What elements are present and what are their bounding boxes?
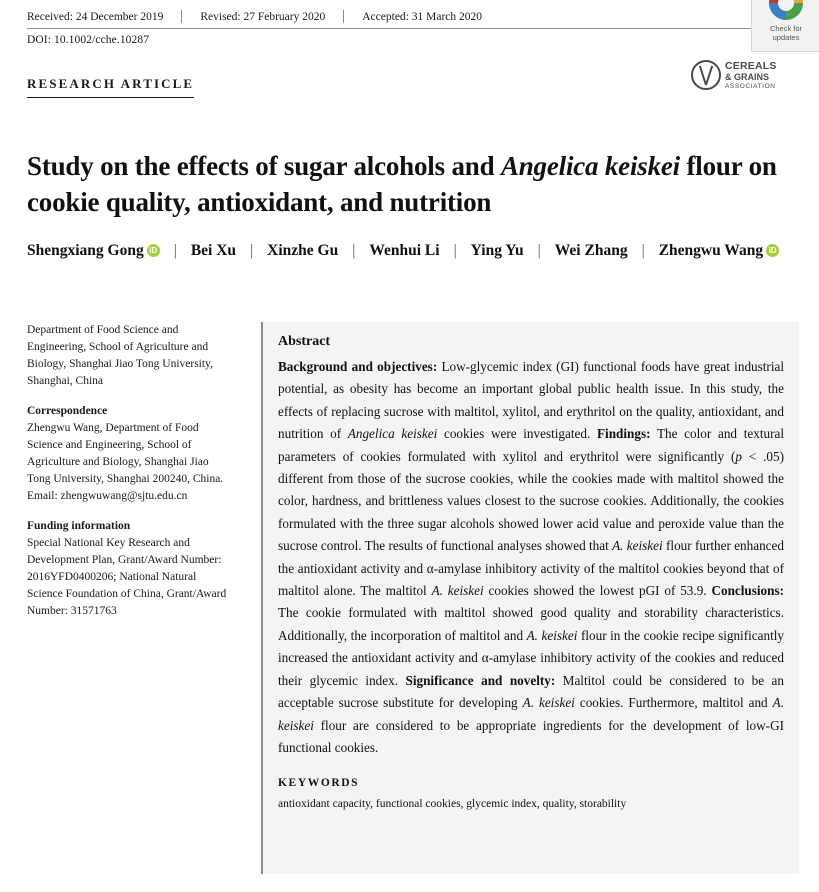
- author-name-label: Wenhui Li: [369, 242, 440, 259]
- author-4[interactable]: [369, 242, 439, 259]
- author-separator: |: [173, 242, 177, 259]
- author-separator: |: [641, 242, 645, 259]
- author-name-label: Wei Zhang: [554, 242, 628, 259]
- abstract-section-text: The color and textural parameters of cookies formulated with xylitol and erythritol were significantly (p < .05) different from those of the sucrose cookies, while the cookies made with maltitol showed the color, hardness, and brittleness values closest to the sucrose cookies. Additionally, the cookies formulated with the three sugar alcohols showed lower acid value and peroxide value than the sucrose control. The results of functional analyses showed that A. keiskei flour further enhanced the antioxidant activity and α-amylase inhibitory activity of the maltitol cookies beyond that of maltitol alone. The maltitol A. keiskei cookies showed the lowest pGI of 53.9.: [278, 426, 784, 599]
- funding-block: [27, 518, 232, 620]
- abstract-section-label: Findings:: [597, 426, 651, 442]
- author-separator: |: [537, 242, 541, 259]
- author-list: [27, 234, 797, 268]
- author-1[interactable]: [27, 242, 160, 259]
- abstract-section-label: Significance and novelty:: [405, 672, 556, 688]
- affiliation-text: Department of Food Science and Engineering, School of Agriculture and Biology, Shanghai Jiao Tong University, Shanghai, China: [27, 324, 213, 387]
- author-separator: |: [250, 242, 254, 259]
- correspondence-block: [27, 403, 232, 505]
- article-type-label: RESEARCH ARTICLE: [27, 76, 194, 98]
- abstract-heading: Abstract: [278, 334, 331, 349]
- author-name-label: Xinzhe Gu: [267, 242, 339, 259]
- abstract-section-text: The cookie formulated with maltitol showed good quality and storability characteristics. Additionally, the incorporation of maltitol and A. keiskei flour in the cookie recipe significantly increased the antioxidant activity and α-amylase inhibitory activity of the cookies and reduced their glycemic index.: [278, 605, 784, 688]
- accepted-date: Accepted: 31 March 2020: [362, 10, 483, 23]
- funding-text: Special National Key Research and Development Plan, Grant/Award Number: 2016YFD0400206; National Natural Science Foundation of China, Grant/Award Number: 31571763: [27, 537, 227, 617]
- crossmark-badge[interactable]: [751, 0, 819, 52]
- journal-logo-text: [725, 61, 777, 91]
- correspondence-text: Zhengwu Wang, Department of Food Science and Engineering, School of Agriculture and Biology, Shanghai Jiao Tong University, Shanghai 200240, China.: [27, 422, 224, 485]
- author-3[interactable]: [267, 242, 338, 259]
- publication-history: [27, 10, 791, 29]
- author-7[interactable]: [659, 242, 779, 259]
- crossmark-line2: updates: [772, 33, 800, 42]
- article-metadata-column: [27, 322, 232, 633]
- funding-heading: Funding information: [27, 520, 131, 532]
- crossmark-label: [752, 24, 819, 42]
- divider: [343, 10, 344, 23]
- logo-line-2: & GRAINS: [725, 72, 770, 82]
- author-separator: |: [453, 242, 457, 259]
- author-name-label: Ying Yu: [470, 242, 524, 259]
- author-name-label: Shengxiang Gong: [27, 242, 144, 259]
- abstract-section-label: Conclusions:: [711, 583, 785, 599]
- divider: [181, 10, 182, 23]
- author-2[interactable]: [191, 242, 236, 259]
- abstract-body: [278, 356, 784, 759]
- author-name-label: Bei Xu: [190, 242, 237, 259]
- keywords-heading: KEYWORDS: [278, 777, 360, 790]
- received-date: Received: 24 December 2019: [27, 10, 164, 23]
- correspondence-email[interactable]: Email: zhengwuwang@sjtu.edu.cn: [27, 490, 188, 502]
- title-italic-species: Angelica keiskei: [500, 151, 680, 182]
- abstract-section-2: [278, 426, 784, 598]
- crossmark-icon: [769, 0, 803, 20]
- affiliation-block: [27, 322, 232, 390]
- orcid-icon[interactable]: [147, 244, 160, 257]
- author-6[interactable]: [555, 242, 628, 259]
- author-name-label: Zhengwu Wang: [658, 242, 764, 259]
- keywords-list: antioxidant capacity, functional cookies, glycemic index, quality, storability: [278, 798, 627, 811]
- title-part-1: Study on the effects of sugar alcohols and: [27, 151, 501, 182]
- crossmark-line1: Check for: [769, 24, 803, 33]
- abstract-section-text: Maltitol could be considered to be an acceptable sucrose substitute for developing A. keiskei cookies. Furthermore, maltitol and A. keiskei flour are considered to be appropriate ingredients for the development of low-GI functional cookies.: [278, 672, 785, 755]
- wheat-icon: [691, 60, 721, 90]
- journal-logo: [691, 58, 791, 98]
- page-title: [27, 148, 787, 220]
- abstract-section-label: Background and objectives:: [278, 359, 438, 374]
- logo-line-1: CEREALS: [725, 60, 777, 72]
- title-part-2: flour on cookie quality, antioxidant, and nutrition: [27, 151, 777, 218]
- abstract-section-text: Low-glycemic index (GI) functional foods have great industrial potential, as obesity has become an important global public health issue. In this study, the effects of replacing sucrose with maltitol, xylitol, and erythritol on the quality, antioxidant, and nutrition of Angelica keiskei cookies were investigated.: [278, 359, 784, 442]
- orcid-icon[interactable]: [766, 244, 779, 257]
- author-separator: |: [352, 242, 356, 259]
- doi-text[interactable]: DOI: 10.1002/cche.10287: [27, 34, 150, 46]
- author-5[interactable]: [471, 242, 524, 259]
- revised-date: Revised: 27 February 2020: [200, 10, 326, 23]
- abstract-box: [261, 322, 799, 874]
- logo-line-3: ASSOCIATION: [725, 83, 776, 90]
- correspondence-heading: Correspondence: [27, 405, 108, 417]
